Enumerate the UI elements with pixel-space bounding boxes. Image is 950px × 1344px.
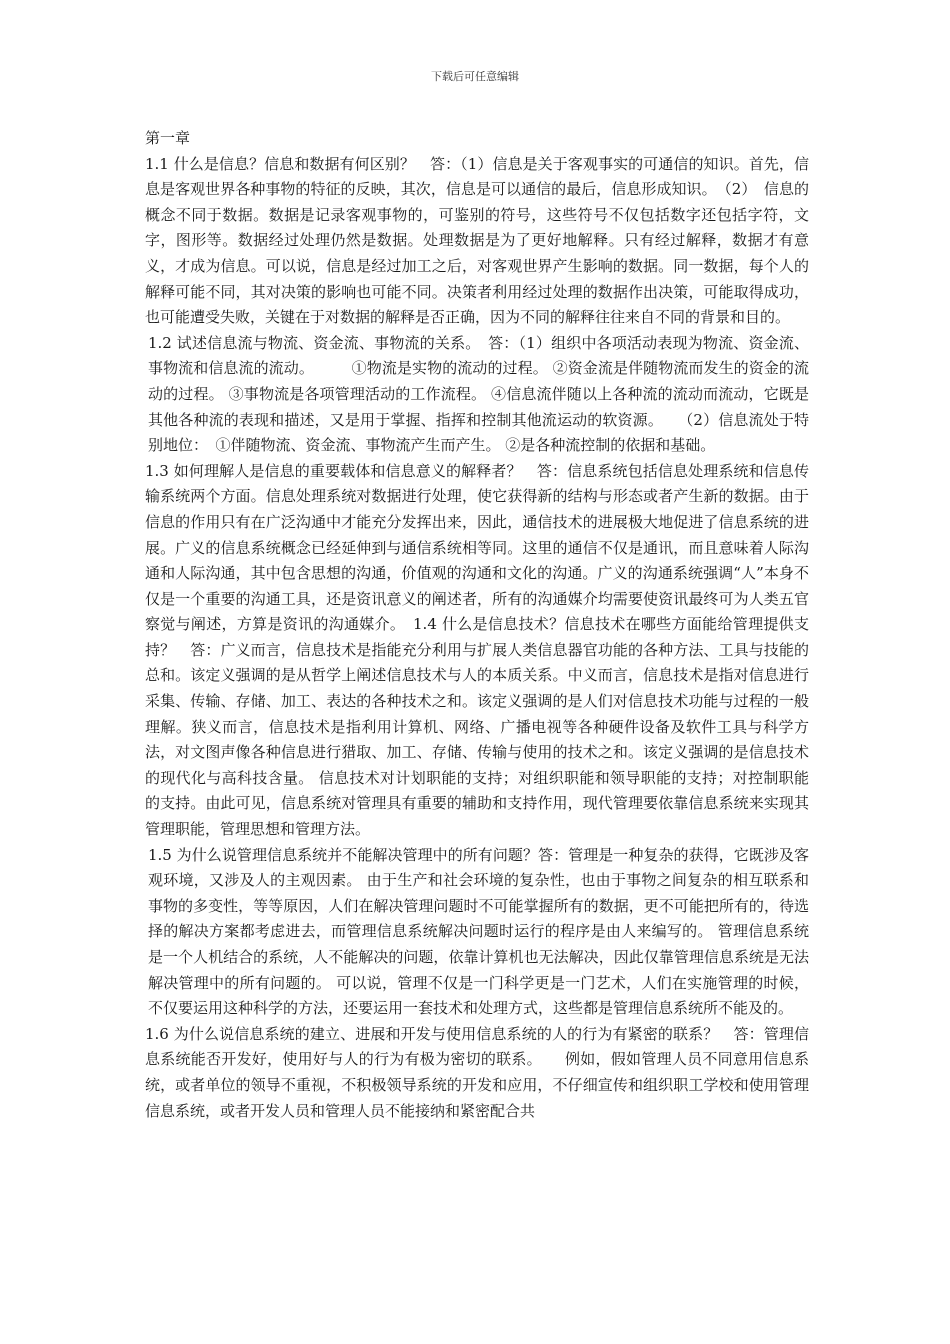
paragraph-1-1: 1.1 什么是信息？信息和数据有何区别？ 答：（1）信息是关于客观事实的可通信的知识。首先，信息是客观世界各种事物的特征的反映，其次，信息是可以通信的最后，信息形成知识。 （2） 信息的概念不同于数据。数据是记录客观事物的，可鉴别的符号，这些符号不仅包括数字还包括字符，文字，图形等。数据经过处理仍然是数据。处理数据是为了更好地解释。只有经过解释，数据才有意义，才成为信息。可以说，信息是经过加工之后，对客观世界产生影响的数据。同一数据，每个人的解释可能不同，其对决策的影响也可能不同。决策者利用经过处理的数据作出决策，可能取得成功，也可能遭受失败，关键在于对数据的解释是否正确，因为不同的解释往往来自不同的背景和目的。 [145,154,809,327]
paragraph-1-6: 1.6 为什么说信息系统的建立、进展和开发与使用信息系统的人的行为有紧密的联系？ 答：管理信息系统能否开发好，使用好与人的行为有极为密切的联系。 例如，假如管理人员不同意用信息系统，或者单位的领导不重视，不积极领导系统的开发和应用，不仔细宣传和组织职工学校和使用管理信息系统，或者开发人员和管理人员不能接纳和紧密配合共 [145,1024,809,1120]
paragraph-1-5: 1.5 为什么说管理信息系统并不能解决管理中的所有问题？答：管理是一种复杂的获得，它既涉及客观环境，又涉及人的主观因素。 由于生产和社会环境的复杂性，也由于事物之间复杂的相互联系和事物的多变性，等等原因，人们在解决管理问题时不可能掌握所有的数据，更不可能把所有的，待选择的解决方案都考虑进去，而管理信息系统解决问题时运行的程序是由人来编写的。 管理信息系统是一个人机结合的系统，人不能解决的问题，依靠计算机也无法解决，因此仅靠管理信息系统是无法解决管理中的所有问题的。 可以说，管理不仅是一门科学更是一门艺术，人们在实施管理的时候，不仅要运用这种科学的方法，还要运用一套技术和处理方式，这些都是管理信息系统所不能及的。 [148,845,809,1018]
chapter-title: 第一章 [145,129,191,147]
document-body [145,126,809,1124]
paragraph-1-2: 1.2 试述信息流与物流、资金流、事物流的关系。 答：（1）组织中各项活动表现为物流、资金流、事物流和信息流的流动。 ①物流是实物的流动的过程。 ②资金流是伴随物流而发生的资金的流动的过程。 ③事物流是各项管理活动的工作流程。 ④信息流伴随以上各种流的流动而流动，它既是其他各种流的表现和描述，又是用于掌握、指挥和控制其他流运动的软资源。 （2）信息流处于特别地位： ①伴随物流、资金流、事物流产生而产生。 ②是各种流控制的依据和基础。 [148,333,809,455]
page-header-note: 下载后可任意编辑 [431,70,519,83]
paragraph-1-3: 1.3 如何理解人是信息的重要载体和信息意义的解释者？ 答：信息系统包括信息处理系统和信息传输系统两个方面。信息处理系统对数据进行处理，使它获得新的结构与形态或者产生新的数据。由于信息的作用只有在广泛沟通中才能充分发挥出来，因此，通信技术的进展极大地促进了信息系统的进展。广义的信息系统概念已经延伸到与通信系统相等同。这里的通信不仅是通讯，而且意味着人际沟通和人际沟通，其中包含思想的沟通，价值观的沟通和文化的沟通。广义的沟通系统强调“人”本身不仅是一个重要的沟通工具，还是资讯意义的阐述者，所有的沟通媒介均需要使资讯最终可为人类五官察觉与阐述，方算是资讯的沟通媒介。 1.4 什么是信息技术？信息技术在哪些方面能给管理提供支持？ 答：广义而言，信息技术是指能充分利用与扩展人类信息器官功能的各种方法、工具与技能的总和。该定义强调的是从哲学上阐述信息技术与人的本质关系。中义而言，信息技术是指对信息进行采集、传输、存储、加工、表达的各种技术之和。该定义强调的是人们对信息技术功能与过程的一般理解。狭义而言，信息技术是指利用计算机、网络、广播电视等各种硬件设备及软件工具与科学方法，对文图声像各种信息进行猎取、加工、存储、传输与使用的技术之和。该定义强调的是信息技术的现代化与高科技含量。 信息技术对计划职能的支持；对组织职能和领导职能的支持；对控制职能的支持。由此可见，信息系统对管理具有重要的辅助和支持作用，现代管理要依靠信息系统来实现其管理职能，管理思想和管理方法。 [145,461,809,839]
